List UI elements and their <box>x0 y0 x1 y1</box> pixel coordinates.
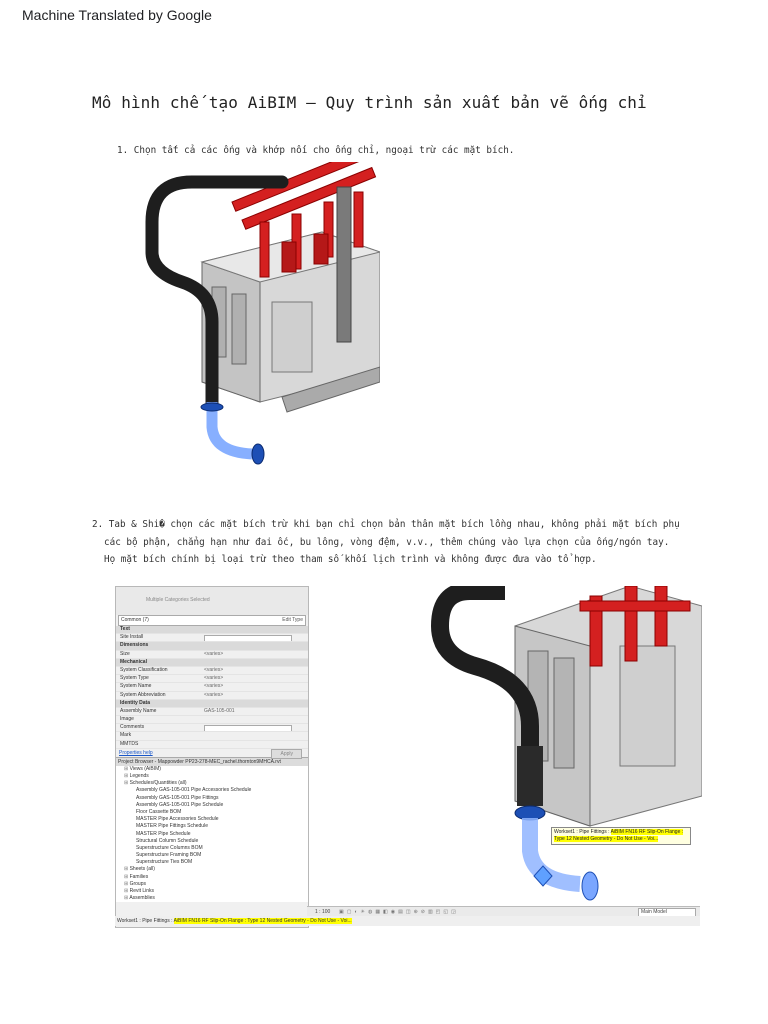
property-value[interactable]: <varies> <box>204 691 224 698</box>
status-bar <box>115 916 700 926</box>
step-2-line-1: 2. Tab & Shi� chọn các mặt bích trừ khi bạn chỉ chọn bản thân mặt bích lồng nhau, không phải mặt bích phụ <box>92 519 680 530</box>
browser-tree-item[interactable] <box>116 795 308 802</box>
expand-icon[interactable]: ⊞ <box>124 873 130 880</box>
property-label: System Classification <box>120 666 168 673</box>
main-model-field[interactable]: Main Model <box>638 908 696 918</box>
browser-tree-item[interactable] <box>116 773 308 780</box>
properties-type-header: Multiple Categories Selected <box>116 587 308 615</box>
selected-flange <box>515 806 545 820</box>
browser-tree-item[interactable] <box>116 866 308 873</box>
property-row[interactable] <box>116 716 308 724</box>
property-row[interactable] <box>116 675 308 683</box>
browser-item-label: Legends <box>129 773 149 779</box>
property-row[interactable] <box>116 724 308 732</box>
step-2-line-3: Họ mặt bích chính bị loại trừ theo tham số khối lịch trình và không được đưa vào tổ hợp. <box>104 554 597 565</box>
browser-item-label: Superstructure Ties BOM <box>136 859 193 866</box>
expand-icon[interactable]: ⊞ <box>124 880 130 887</box>
browser-item-label: MASTER Pipe Schedule <box>136 830 191 837</box>
expand-icon[interactable]: ⊞ <box>124 773 130 779</box>
browser-tree-item[interactable] <box>116 838 308 845</box>
browser-tree-item[interactable] <box>116 859 308 866</box>
property-row[interactable] <box>116 667 308 675</box>
edit-type-button[interactable]: Edit Type <box>282 617 303 623</box>
spool-3d-figure-1 <box>132 162 380 474</box>
property-value[interactable]: <varies> <box>204 675 224 682</box>
property-label: Mechanical <box>120 658 147 665</box>
browser-tree-item[interactable] <box>116 780 308 787</box>
expand-icon[interactable]: ⊞ <box>124 888 130 894</box>
browser-item-label: Structural Column Schedule <box>136 837 199 844</box>
step-1-text: 1. Chọn tất cả các ống và khớp nối cho ống chỉ, ngoại trừ các mặt bích. <box>117 145 515 156</box>
browser-item-label: MASTER Pipe Accessories Schedule <box>136 816 219 823</box>
property-label: System Abbreviation <box>120 691 166 698</box>
property-value[interactable]: <varies> <box>204 650 224 657</box>
property-label: Site Install <box>120 634 144 641</box>
view-controls-icons[interactable]: ▣▢◐☀◍▦◧◉▤◫⊕⊘▥◰◱◲ <box>339 909 459 915</box>
browser-tree-item[interactable] <box>116 831 308 838</box>
property-label: MMTDS <box>120 740 139 747</box>
browser-tree-item[interactable] <box>116 895 308 902</box>
property-label: Text <box>120 626 130 632</box>
apply-button[interactable]: Apply <box>271 749 302 759</box>
browser-item-label: Assembly GAS-105-001 Pipe Accessories Schedule <box>136 787 252 794</box>
property-row[interactable] <box>116 634 308 642</box>
flange-lower <box>252 444 264 464</box>
selector-label: Common (7) <box>121 617 149 623</box>
properties-help-link[interactable]: Properties help <box>119 749 153 756</box>
property-row[interactable] <box>116 708 308 716</box>
property-label: Size <box>120 650 130 657</box>
property-input[interactable] <box>204 635 292 642</box>
browser-item-label: MASTER Pipe Fittings Schedule <box>136 823 208 830</box>
property-label: System Name <box>120 683 152 690</box>
tooltip-highlight-1: AiBIM FN16 RF Slip-On Flange : <box>610 829 684 835</box>
browser-item-label: Groups <box>129 880 146 887</box>
browser-item-label: Superstructure Framing BOM <box>136 852 202 859</box>
step-2-line-2: các bộ phận, chẳng hạn như đai ốc, bu lông, vòng đệm, v.v., thêm chúng vào lựa chọn của ống/ngón tay. <box>104 536 670 548</box>
status-highlight: AiBIM FN16 RF Slip-On Flange : Type 12 Nested Geometry - Do Not Use - Voi... <box>173 918 352 924</box>
property-label: Identity Data <box>120 699 151 706</box>
black-pipe-lower <box>517 746 543 806</box>
browser-tree-item[interactable] <box>116 809 308 816</box>
property-label: Image <box>120 716 134 723</box>
browser-tree-item[interactable] <box>116 787 308 794</box>
properties-grid <box>116 626 308 749</box>
property-label: System Type <box>120 675 149 682</box>
property-label: Comments <box>120 724 145 731</box>
browser-tree-item[interactable] <box>116 802 308 809</box>
browser-tree-item[interactable] <box>116 816 308 823</box>
tooltip-prefix: Workset1 : Pipe Fittings : <box>554 829 611 835</box>
property-label: Mark <box>120 732 132 739</box>
expand-icon[interactable]: ⊞ <box>124 895 130 902</box>
property-value[interactable]: GAS-105-001 <box>204 707 235 714</box>
scale-label[interactable]: 1 : 100 <box>315 909 331 915</box>
revit-side-panel <box>115 586 309 928</box>
flange-upper <box>201 403 223 411</box>
property-input[interactable] <box>204 725 292 732</box>
property-row[interactable] <box>116 732 308 740</box>
property-row <box>116 626 308 634</box>
step-2-text <box>92 516 680 569</box>
browser-tree-item[interactable] <box>116 874 308 881</box>
expand-icon[interactable]: ⊞ <box>124 780 130 787</box>
property-row <box>116 700 308 708</box>
browser-item-label: Sheets (all) <box>129 866 155 873</box>
browser-tree-item[interactable] <box>116 823 308 830</box>
browser-item-label: Assemblies <box>129 895 155 902</box>
status-prefix: Workset1 : Pipe Fittings : <box>117 918 174 924</box>
browser-tree-item[interactable] <box>116 888 308 895</box>
browser-item-label: Assembly GAS-105-001 Pipe Schedule <box>136 801 224 808</box>
property-row[interactable] <box>116 683 308 691</box>
browser-item-label: Floor Cassette BOM <box>136 808 182 815</box>
property-row[interactable] <box>116 651 308 659</box>
properties-selector[interactable] <box>118 615 306 626</box>
browser-item-label: Superstructure Columns BOM <box>136 844 203 851</box>
browser-tree-item[interactable] <box>116 852 308 859</box>
browser-tree-item[interactable] <box>116 766 308 773</box>
boiler-unit-2 <box>515 586 702 826</box>
property-value[interactable]: <varies> <box>204 666 224 673</box>
tooltip-highlight-2: Type 12 Nested Geometry - Do Not Use - Voi... <box>554 836 659 842</box>
browser-item-label: Families <box>129 873 149 880</box>
selection-tooltip <box>551 827 691 845</box>
property-value[interactable]: <varies> <box>204 683 224 690</box>
browser-item-label: Revit Links <box>129 888 155 894</box>
property-row <box>116 642 308 650</box>
property-row[interactable] <box>116 741 308 749</box>
spool-3d-figure-2 <box>430 586 702 920</box>
property-row <box>116 659 308 667</box>
property-label: Dimensions <box>120 642 149 649</box>
browser-item-label: Views (AiBIM) <box>129 765 161 772</box>
flange-end <box>582 872 598 900</box>
project-browser-tree <box>116 766 308 903</box>
property-label: Assembly Name <box>120 707 157 714</box>
property-row[interactable] <box>116 692 308 700</box>
expand-icon[interactable]: ⊞ <box>124 866 130 873</box>
browser-item-label: Assembly GAS-105-001 Pipe Fittings <box>136 794 219 801</box>
expand-icon[interactable]: ⊞ <box>124 765 130 772</box>
translation-banner: Machine Translated by Google <box>22 7 212 23</box>
project-browser-header: Project Browser - Mappowder PP23-278-MEC_rachel.thornton9MHCA.rvt <box>116 757 308 766</box>
page-title: Mô hình chế tạo AiBIM – Quy trình sản xuất bản vẽ ống chỉ <box>92 93 647 112</box>
browser-tree-item[interactable] <box>116 881 308 888</box>
browser-item-label: Schedules/Quantities (all) <box>129 780 187 787</box>
browser-tree-item[interactable] <box>116 845 308 852</box>
grey-flue-pipe <box>337 187 351 342</box>
